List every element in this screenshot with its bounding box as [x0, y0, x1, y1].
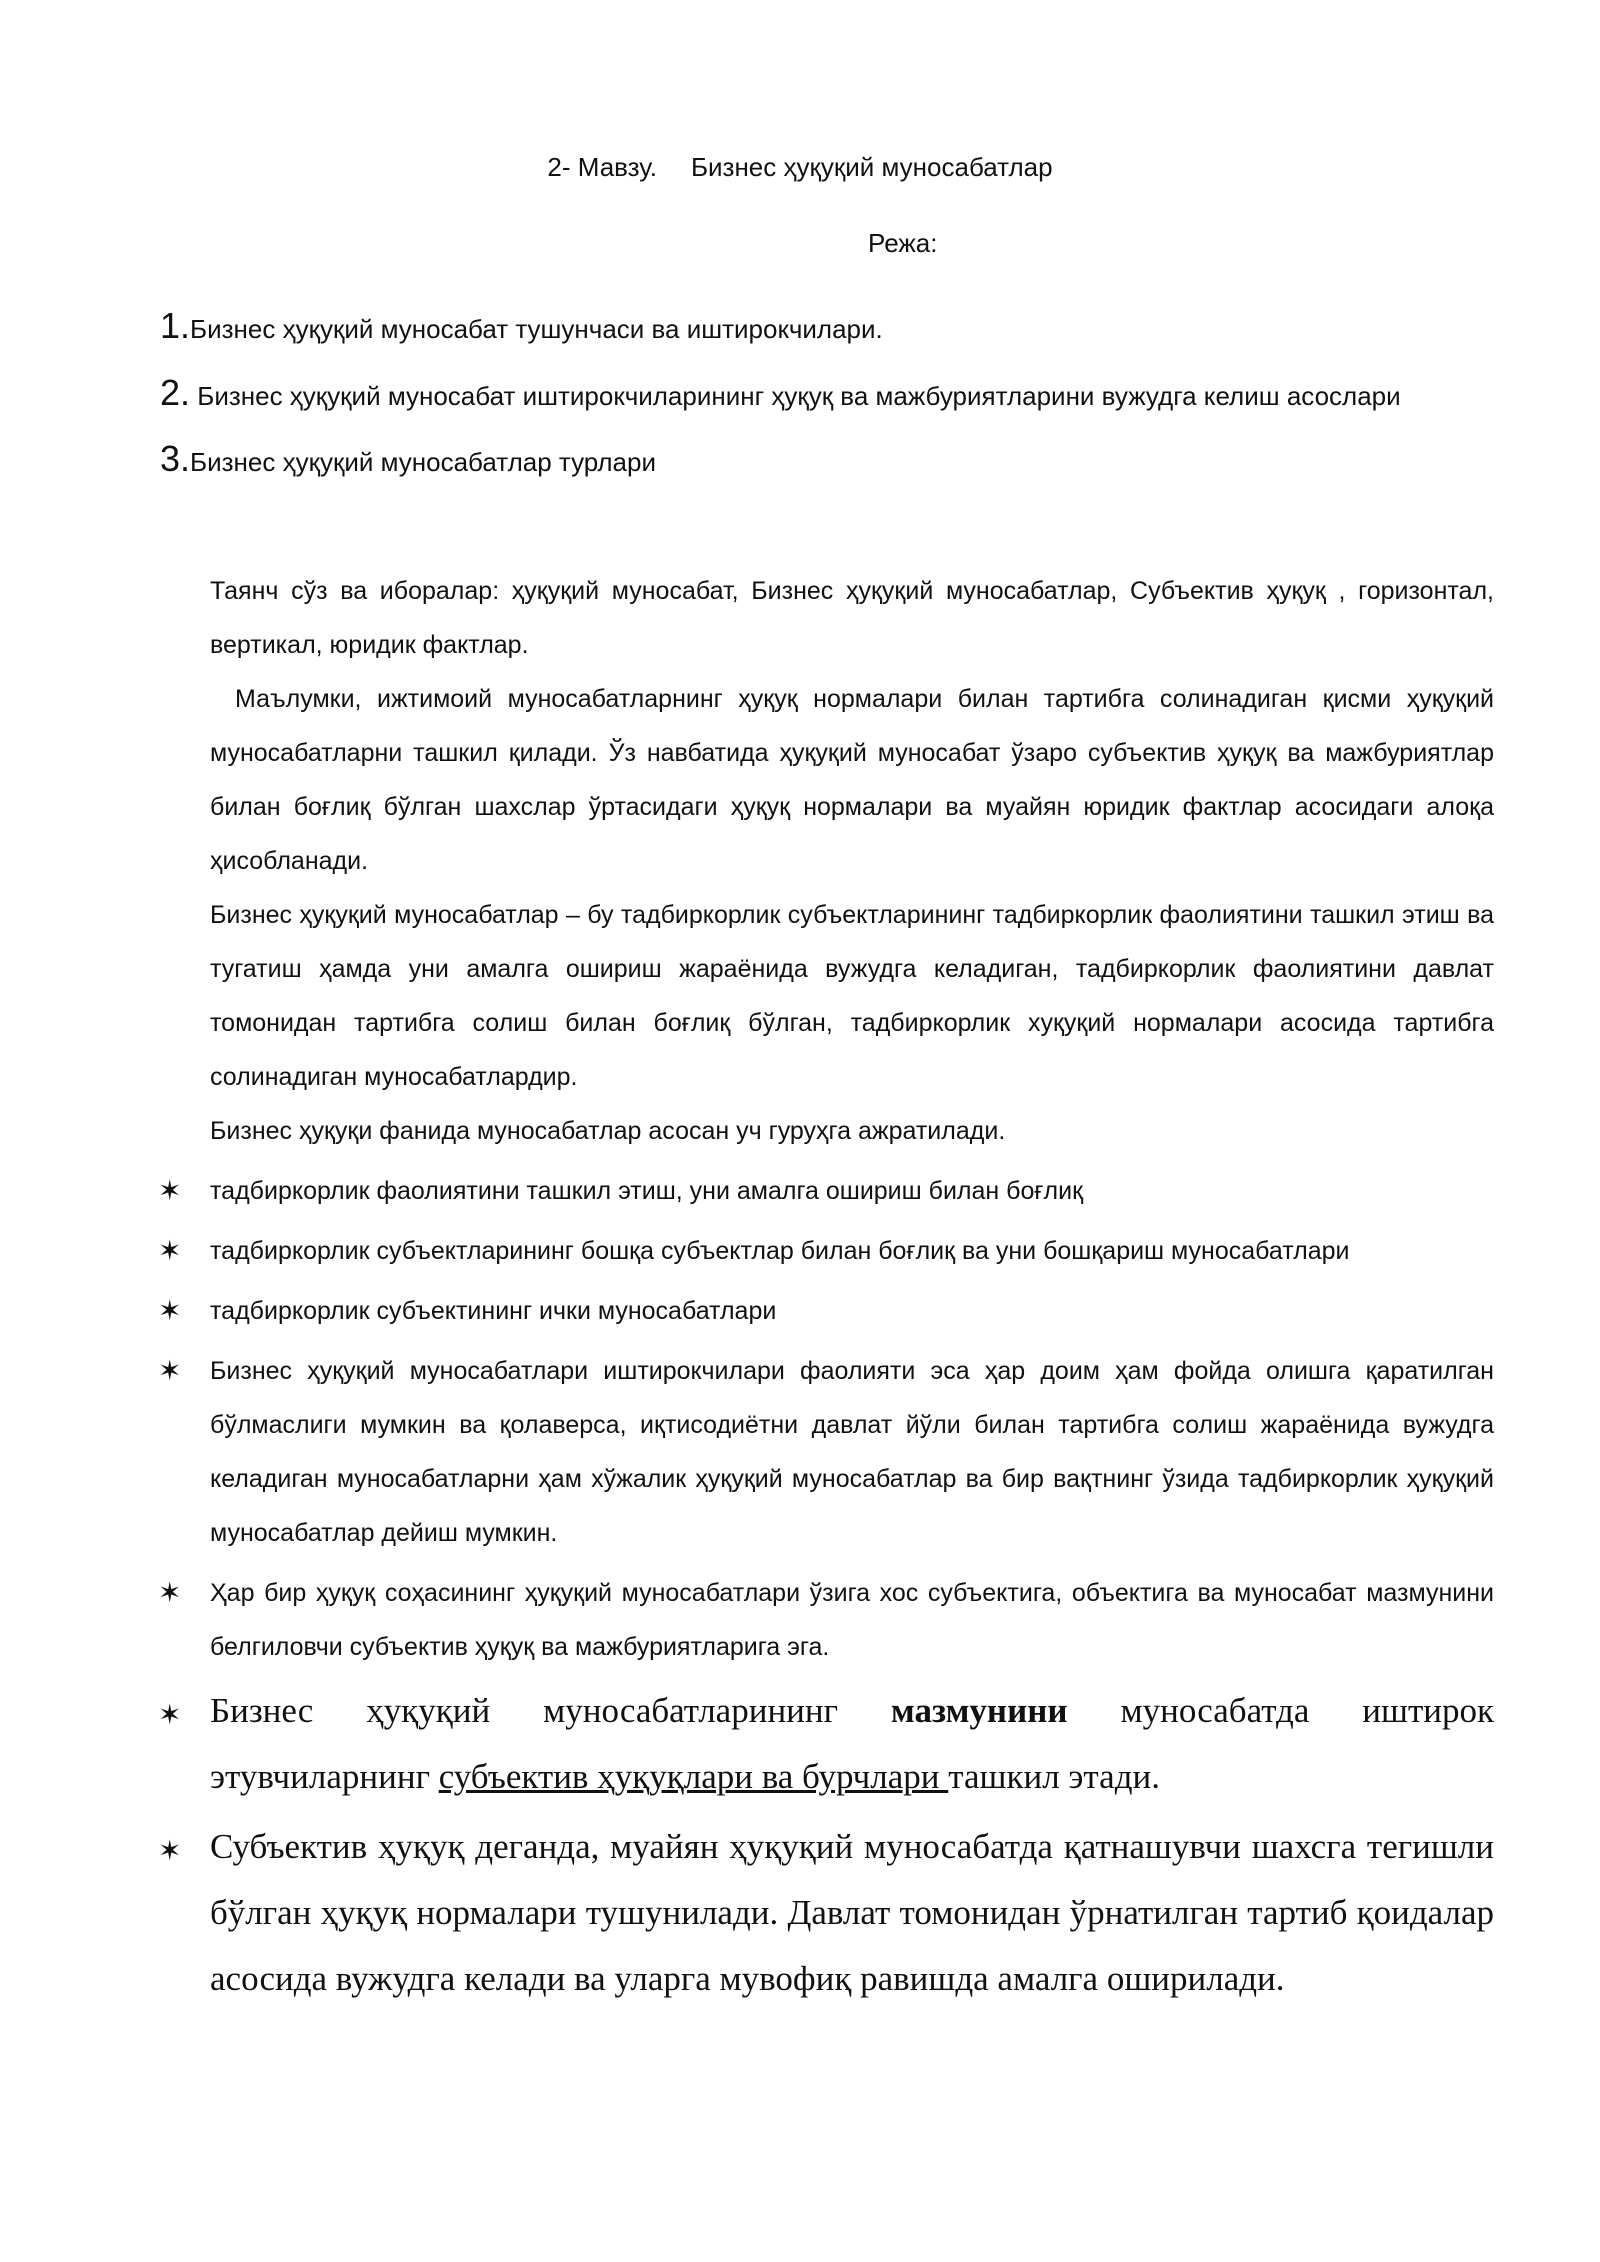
bullet-item-large: [158, 1678, 1494, 1810]
plan-item-text: Бизнес ҳуқуқий муносабат тушунчаси ва иштирокчилари.: [190, 314, 883, 344]
star-bullet-icon: ✶: [158, 1295, 182, 1326]
plan-item: [160, 372, 1500, 414]
body-paragraph: Бизнес ҳуқуқи фанида муносабатлар асосан уч гуруҳга ажратилади.: [210, 1117, 1006, 1145]
plan-item-number: 3.: [160, 438, 191, 479]
star-bullet-icon: ✶: [158, 1698, 182, 1731]
bullet-text: тадбиркорлик фаолиятини ташкил этиш, уни амалга ошириш билан боғлиқ: [210, 1177, 1084, 1205]
star-bullet-icon: ✶: [158, 1834, 182, 1867]
bullet-item: [158, 1344, 1494, 1560]
plan-item-text: Бизнес ҳуқуқий муносабатлар турлари: [190, 447, 656, 477]
topic-title: Бизнес ҳуқуқий муносабатлар: [690, 152, 1053, 182]
plan-item-number: 2.: [160, 372, 191, 413]
bullet-item: [158, 1566, 1494, 1674]
bullet-text: ташкил этади.: [948, 1757, 1160, 1796]
plan-label: Режа:: [868, 228, 938, 258]
plan-item: [160, 438, 1500, 480]
star-bullet-icon: ✶: [158, 1175, 182, 1206]
star-bullet-icon: ✶: [158, 1355, 182, 1386]
star-bullet-icon: ✶: [158, 1577, 182, 1608]
bullet-item-large: [158, 1814, 1494, 2012]
bullet-item: [158, 1164, 1494, 1218]
document-body: [158, 564, 1494, 2012]
bullet-text: Бизнес ҳуқуқий муносабатларининг: [210, 1691, 891, 1730]
body-paragraph: Маълумки, ижтимоий муносабатларнинг ҳуқуқ нормалари билан тартибга солинадиган қисми ҳуқуқий муносабатларни ташкил қилади. Ўз навбатида ҳуқуқий муносабат ўзаро субъектив ҳуқуқ ва мажбуриятлар билан боғлиқ бўлган шахслар ўртасидаги ҳуқуқ нормалари ва муайян юридик фактлар асосидаги алоқа ҳисобланади.: [210, 685, 1494, 875]
bullet-text: тадбиркорлик субъектининг ички муносабатлари: [210, 1297, 777, 1325]
bullet-text: тадбиркорлик субъектларининг бошқа субъектлар билан боғлиқ ва уни бошқариш муносабатлари: [210, 1237, 1350, 1265]
plan-item: [160, 305, 1500, 347]
bullet-text: Субъектив ҳуқуқ деганда, муайян ҳуқуқий муносабатда қатнашувчи шахсга тегишли бўлган ҳуқуқ нормалари тушунилади. Давлат томонидан ўрнатилган тартиб қоидалар асосида вужудга келади ва уларга мувофиқ равишда амалга оширилади.: [210, 1827, 1494, 1998]
topic-number: 2- Мавзу.: [547, 152, 657, 182]
bullet-item: [158, 1284, 1494, 1338]
bullet-text: Ҳар бир ҳуқуқ соҳасининг ҳуқуқий муносабатлари ўзига хос субъектига, объектига ва муносабат мазмунини белгиловчи субъектив ҳуқуқ ва мажбуриятларига эга.: [210, 1579, 1494, 1661]
underlined-term: субъектив ҳуқуқлари ва бурчлари: [438, 1757, 949, 1796]
body-paragraph: Бизнес ҳуқуқий муносабатлар – бу тадбиркорлик субъектларининг тадбиркорлик фаолиятини ташкил этиш ва тугатиш ҳамда уни амалга ошириш жараёнида вужудга келадиган, тадбиркорлик фаолиятини давлат томонидан тартибга солиш билан боғлиқ бўлган, тадбиркорлик хуқуқий нормалари асосида тартибга солинадиган муносабатлардир.: [210, 901, 1494, 1091]
document-title: [0, 152, 1600, 183]
plan-item-number: 1.: [160, 305, 191, 346]
plan-item-text: Бизнес ҳуқуқий муносабат иштирокчиларининг ҳуқуқ ва мажбуриятларини вужудга келиш асослари: [190, 381, 1401, 411]
bullet-text: Бизнес ҳуқуқий муносабатлари иштирокчилари фаолияти эса ҳар доим ҳам фойда олишга қаратилган бўлмаслиги мумкин ва қолаверса, иқтисодиётни давлат йўли билан тартибга солиш жараёнида вужудга келадиган муносабатларни ҳам хўжалик ҳуқуқий муносабатлар ва бир вақтнинг ўзида тадбиркорлик ҳуқуқий муносабатлар дейиш мумкин.: [210, 1357, 1494, 1547]
bold-term: мазмунини: [890, 1691, 1068, 1730]
keywords-paragraph: Таянч сўз ва иборалар: ҳуқуқий муносабат, Бизнес ҳуқуқий муносабатлар, Субъектив ҳуқуқ , горизонтал, вертикал, юридик фактлар.: [210, 577, 1494, 659]
star-bullet-icon: ✶: [158, 1235, 182, 1266]
bullet-text: муносабатда иштирок этувчиларнинг: [210, 1691, 1494, 1796]
bullet-item: [158, 1224, 1494, 1278]
